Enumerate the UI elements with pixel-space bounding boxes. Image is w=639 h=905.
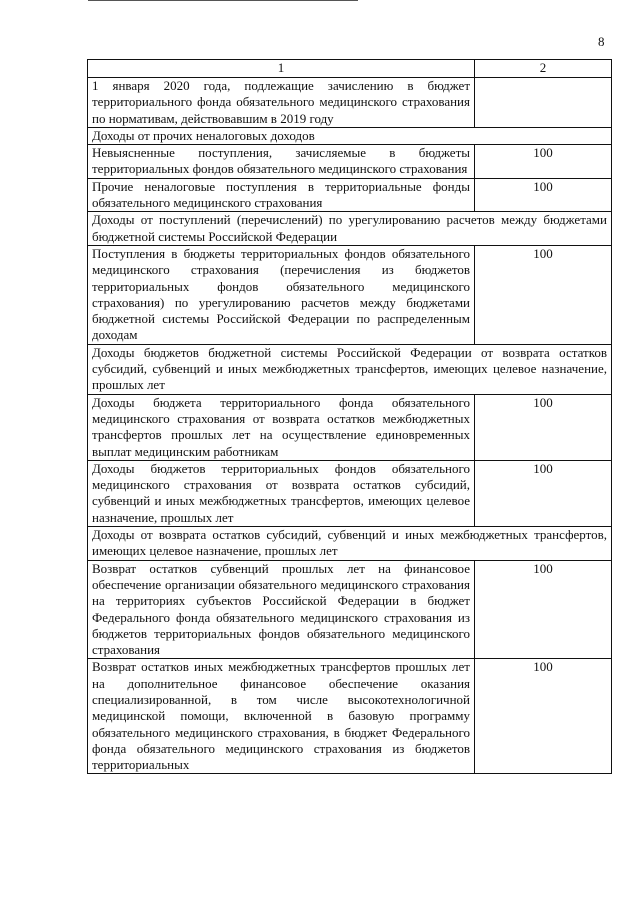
row-value xyxy=(475,78,612,128)
table-row xyxy=(88,145,612,179)
table-row xyxy=(88,78,612,128)
table-row xyxy=(88,659,612,774)
section-row xyxy=(88,127,612,144)
table-row xyxy=(88,460,612,526)
page-number: 8 xyxy=(598,34,605,49)
section-heading: Доходы бюджетов бюджетной системы Российской Федерации от возврата остатков субсидий, субвенций и иных межбюджетных трансфертов, имеющих целевое назначение, прошлых лет xyxy=(88,344,612,394)
row-value: 100 xyxy=(475,178,612,212)
row-description: Возврат остатков субвенций прошлых лет на финансовое обеспечение организации обязательного медицинского страхования на территориях субъектов Российской Федерации в бюджет Федерального фонда обязательного медицинского страхования из бюджетов территориальных фондов обязательного медицинского страхования xyxy=(88,560,475,659)
row-value: 100 xyxy=(475,245,612,344)
row-value: 100 xyxy=(475,394,612,460)
section-row xyxy=(88,212,612,246)
table-row xyxy=(88,394,612,460)
row-description: Прочие неналоговые поступления в территориальные фонды обязательного медицинского страхования xyxy=(88,178,475,212)
row-value: 100 xyxy=(475,560,612,659)
revenue-table xyxy=(87,59,612,774)
section-row xyxy=(88,344,612,394)
row-description: Поступления в бюджеты территориальных фондов обязательного медицинского страхования (перечисления из бюджетов территориальных фондов обязательного медицинского страхования) по урегулированию расчетов между бюджетами бюджетной системы Российской Федерации по распределенным доходам xyxy=(88,245,475,344)
scan-edge-line xyxy=(88,0,358,1)
table-row xyxy=(88,560,612,659)
section-heading: Доходы от поступлений (перечислений) по урегулированию расчетов между бюджетами бюджетной системы Российской Федерации xyxy=(88,212,612,246)
table-header-row xyxy=(88,60,612,78)
row-value: 100 xyxy=(475,460,612,526)
section-row xyxy=(88,527,612,561)
section-heading: Доходы от возврата остатков субсидий, субвенций и иных межбюджетных трансфертов, имеющих целевое назначение, прошлых лет xyxy=(88,527,612,561)
table-row xyxy=(88,178,612,212)
table-row xyxy=(88,245,612,344)
row-description: Возврат остатков иных межбюджетных трансфертов прошлых лет на дополнительное финансовое обеспечение оказания специализированной, в том числе высокотехнологичной медицинской помощи, включенной в базовую программу обязательного медицинского страхования, в бюджет Федерального фонда обязательного медицинского страхования из бюджетов территориальных xyxy=(88,659,475,774)
row-description: Невыясненные поступления, зачисляемые в бюджеты территориальных фондов обязательного медицинского страхования xyxy=(88,145,475,179)
row-description: Доходы бюджетов территориальных фондов обязательного медицинского страхования от возврата остатков субсидий, субвенций и иных межбюджетных трансфертов, имеющих целевое назначение, прошлых лет xyxy=(88,460,475,526)
row-description: Доходы бюджета территориального фонда обязательного медицинского страхования от возврата остатков межбюджетных трансфертов прошлых лет на осуществление единовременных выплат медицинским работникам xyxy=(88,394,475,460)
row-value: 100 xyxy=(475,659,612,774)
column-header-2: 2 xyxy=(475,60,612,78)
row-value: 100 xyxy=(475,145,612,179)
section-heading: Доходы от прочих неналоговых доходов xyxy=(88,127,612,144)
column-header-1: 1 xyxy=(88,60,475,78)
row-description: 1 января 2020 года, подлежащие зачислению в бюджет территориального фонда обязательного медицинского страхования по нормативам, действовавшим в 2019 году xyxy=(88,78,475,128)
